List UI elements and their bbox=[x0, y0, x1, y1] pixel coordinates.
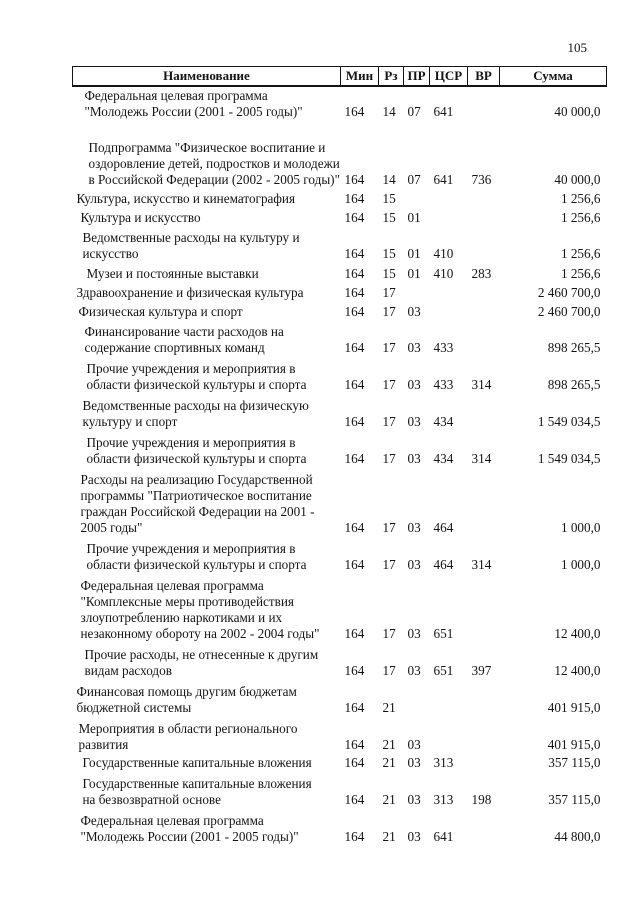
row-pr: 03 bbox=[407, 792, 421, 807]
row-sum: 1 000,0 bbox=[560, 520, 601, 535]
row-rz: 17 bbox=[382, 340, 396, 355]
row-name bbox=[73, 122, 341, 190]
row-sum: 12 400,0 bbox=[554, 663, 601, 678]
header-name: Наименование bbox=[73, 67, 341, 87]
row-name bbox=[73, 432, 341, 469]
row-name-text: Федеральная целевая программа "Комплексные меры противодействия злоупотреблению наркотиками и их незаконному обороту на 2002 - 2004 годы" bbox=[80, 578, 320, 641]
row-name-text: Государственные капитальные вложения на безвозвратной основе bbox=[82, 776, 312, 807]
row-rz: 17 bbox=[382, 414, 396, 429]
row-vr bbox=[468, 322, 500, 358]
table-body bbox=[73, 86, 607, 847]
row-pr: 03 bbox=[407, 451, 421, 466]
row-vr: 314 bbox=[471, 377, 492, 392]
row-vr: 397 bbox=[471, 663, 492, 678]
row-name-text: Физическая культура и спорт bbox=[78, 304, 243, 319]
row-vr bbox=[468, 228, 500, 264]
row-csr bbox=[430, 284, 468, 303]
row-sum: 357 115,0 bbox=[548, 755, 601, 770]
row-vr: 736 bbox=[471, 172, 492, 187]
table-row bbox=[73, 432, 607, 469]
row-csr: 433 bbox=[433, 377, 454, 392]
table-row bbox=[73, 322, 607, 358]
row-name bbox=[73, 264, 341, 284]
row-rz: 17 bbox=[382, 626, 396, 641]
row-min: 164 bbox=[344, 191, 365, 206]
row-name-text: Подпрограмма "Физическое воспитание и оздоровление детей, подростков и молодежи в Российской Федерации (2002 - 2005 годы)" bbox=[88, 140, 340, 187]
row-min: 164 bbox=[344, 737, 365, 752]
row-pr: 03 bbox=[407, 663, 421, 678]
row-name bbox=[73, 303, 341, 322]
row-name-text: Ведомственные расходы на физическую культуру и спорт bbox=[82, 398, 309, 429]
row-rz: 21 bbox=[382, 792, 396, 807]
table-row bbox=[73, 303, 607, 322]
table-row bbox=[73, 209, 607, 228]
row-name bbox=[73, 228, 341, 264]
row-vr bbox=[468, 395, 500, 432]
row-sum: 357 115,0 bbox=[548, 792, 601, 807]
row-name-text: Культура и искусство bbox=[80, 210, 201, 225]
row-name-text: Прочие учреждения и мероприятия в области физической культуры и спорта bbox=[86, 361, 307, 392]
row-min: 164 bbox=[344, 266, 365, 281]
row-rz: 21 bbox=[382, 700, 396, 715]
row-name bbox=[73, 322, 341, 358]
row-vr bbox=[468, 190, 500, 209]
row-vr: 314 bbox=[471, 451, 492, 466]
row-name-text: Финансирование части расходов на содержание спортивных команд bbox=[84, 324, 284, 355]
table-row bbox=[73, 644, 607, 681]
row-pr: 03 bbox=[407, 755, 421, 770]
row-name-text: Музеи и постоянные выставки bbox=[86, 266, 259, 281]
row-rz: 17 bbox=[382, 557, 396, 572]
row-name bbox=[73, 810, 341, 847]
row-csr: 641 bbox=[433, 172, 454, 187]
row-vr bbox=[468, 86, 500, 122]
row-pr: 03 bbox=[407, 626, 421, 641]
row-name-text: Культура, искусство и кинематография bbox=[76, 191, 296, 206]
table-row bbox=[73, 86, 607, 122]
row-min: 164 bbox=[344, 285, 365, 300]
row-csr: 434 bbox=[433, 451, 454, 466]
row-min: 164 bbox=[344, 377, 365, 392]
row-name-text: Финансовая помощь другим бюджетам бюджетной системы bbox=[76, 684, 297, 715]
header-csr: ЦСР bbox=[430, 67, 468, 87]
row-csr bbox=[430, 681, 468, 718]
row-sum: 898 265,5 bbox=[547, 340, 601, 355]
row-rz: 15 bbox=[382, 246, 396, 261]
row-pr: 01 bbox=[407, 266, 421, 281]
row-csr bbox=[430, 190, 468, 209]
row-min: 164 bbox=[344, 520, 365, 535]
row-name bbox=[73, 681, 341, 718]
row-rz: 17 bbox=[382, 304, 396, 319]
row-sum: 1 256,6 bbox=[560, 266, 601, 281]
row-vr bbox=[468, 681, 500, 718]
header-sum: Сумма bbox=[500, 67, 607, 87]
row-min: 164 bbox=[344, 663, 365, 678]
row-pr bbox=[404, 284, 430, 303]
row-pr: 01 bbox=[407, 246, 421, 261]
row-min: 164 bbox=[344, 792, 365, 807]
row-rz: 17 bbox=[382, 285, 396, 300]
row-sum: 40 000,0 bbox=[554, 104, 601, 119]
table-row bbox=[73, 358, 607, 395]
row-sum: 1 256,6 bbox=[560, 210, 601, 225]
row-name bbox=[73, 86, 341, 122]
row-csr: 651 bbox=[433, 626, 454, 641]
row-vr bbox=[468, 284, 500, 303]
row-name bbox=[73, 284, 341, 303]
row-csr bbox=[430, 209, 468, 228]
row-pr: 07 bbox=[407, 104, 421, 119]
header-min: Мин bbox=[341, 67, 379, 87]
row-vr bbox=[468, 469, 500, 538]
row-rz: 17 bbox=[382, 377, 396, 392]
row-pr: 03 bbox=[407, 520, 421, 535]
row-name bbox=[73, 755, 341, 773]
row-pr bbox=[404, 681, 430, 718]
row-min: 164 bbox=[344, 304, 365, 319]
table-row bbox=[73, 681, 607, 718]
row-name bbox=[73, 395, 341, 432]
row-csr: 464 bbox=[433, 557, 454, 572]
row-name-text: Прочие учреждения и мероприятия в области физической культуры и спорта bbox=[86, 541, 307, 572]
row-min: 164 bbox=[344, 626, 365, 641]
budget-table bbox=[72, 66, 607, 847]
row-pr: 03 bbox=[407, 737, 421, 752]
row-name-text: Федеральная целевая программа "Молодежь России (2001 - 2005 годы)" bbox=[80, 813, 299, 844]
row-name-text: Ведомственные расходы на культуру и искусство bbox=[82, 230, 300, 261]
header-pr: ПР bbox=[404, 67, 430, 87]
row-min: 164 bbox=[344, 246, 365, 261]
row-min: 164 bbox=[344, 210, 365, 225]
row-sum: 40 000,0 bbox=[554, 172, 601, 187]
row-pr: 03 bbox=[407, 377, 421, 392]
row-csr: 434 bbox=[433, 414, 454, 429]
row-pr bbox=[404, 190, 430, 209]
row-sum: 1 256,6 bbox=[560, 191, 601, 206]
row-sum: 44 800,0 bbox=[554, 829, 601, 844]
table-row bbox=[73, 755, 607, 773]
row-sum: 1 000,0 bbox=[560, 557, 601, 572]
row-min: 164 bbox=[344, 829, 365, 844]
header-vr: ВР bbox=[468, 67, 500, 87]
row-rz: 14 bbox=[382, 104, 396, 119]
row-rz: 15 bbox=[382, 210, 396, 225]
row-sum: 2 460 700,0 bbox=[537, 285, 601, 300]
row-sum: 401 915,0 bbox=[547, 737, 601, 752]
table-row bbox=[73, 122, 607, 190]
row-rz: 21 bbox=[382, 755, 396, 770]
row-name bbox=[73, 718, 341, 755]
row-sum: 12 400,0 bbox=[554, 626, 601, 641]
row-csr: 313 bbox=[433, 755, 454, 770]
row-csr: 410 bbox=[433, 246, 454, 261]
row-sum: 401 915,0 bbox=[547, 700, 601, 715]
row-sum: 1 549 034,5 bbox=[537, 414, 601, 429]
row-sum: 2 460 700,0 bbox=[537, 304, 601, 319]
row-csr: 313 bbox=[433, 792, 454, 807]
table-row bbox=[73, 538, 607, 575]
row-vr bbox=[468, 209, 500, 228]
row-name-text: Государственные капитальные вложения bbox=[82, 755, 312, 770]
row-vr bbox=[468, 810, 500, 847]
row-csr: 464 bbox=[433, 520, 454, 535]
row-csr bbox=[430, 303, 468, 322]
row-sum: 1 549 034,5 bbox=[537, 451, 601, 466]
row-sum: 1 256,6 bbox=[560, 246, 601, 261]
page-number: 105 bbox=[567, 40, 587, 55]
row-rz: 15 bbox=[382, 266, 396, 281]
row-min: 164 bbox=[344, 104, 365, 119]
row-vr bbox=[468, 303, 500, 322]
row-pr: 03 bbox=[407, 304, 421, 319]
row-min: 164 bbox=[344, 557, 365, 572]
row-csr: 651 bbox=[433, 663, 454, 678]
row-rz: 21 bbox=[382, 829, 396, 844]
row-name-text: Мероприятия в области регионального развития bbox=[78, 721, 298, 752]
table-row bbox=[73, 469, 607, 538]
row-vr bbox=[468, 718, 500, 755]
row-vr bbox=[468, 755, 500, 773]
row-min: 164 bbox=[344, 451, 365, 466]
row-csr: 641 bbox=[433, 104, 454, 119]
row-rz: 17 bbox=[382, 520, 396, 535]
row-rz: 21 bbox=[382, 737, 396, 752]
row-csr bbox=[430, 718, 468, 755]
row-name bbox=[73, 190, 341, 209]
table-header-row bbox=[73, 67, 607, 87]
row-min: 164 bbox=[344, 700, 365, 715]
header-rz: Рз bbox=[379, 67, 404, 87]
table-row bbox=[73, 395, 607, 432]
table-row bbox=[73, 575, 607, 644]
row-name-text: Прочие расходы, не отнесенные к другим видам расходов bbox=[84, 647, 319, 678]
row-name bbox=[73, 644, 341, 681]
row-csr: 433 bbox=[433, 340, 454, 355]
row-vr bbox=[468, 575, 500, 644]
table-row bbox=[73, 810, 607, 847]
row-sum: 898 265,5 bbox=[547, 377, 601, 392]
row-pr: 01 bbox=[407, 210, 421, 225]
row-pr: 03 bbox=[407, 829, 421, 844]
row-name bbox=[73, 209, 341, 228]
row-name bbox=[73, 469, 341, 538]
row-pr: 03 bbox=[407, 557, 421, 572]
row-pr: 03 bbox=[407, 414, 421, 429]
row-name-text: Прочие учреждения и мероприятия в области физической культуры и спорта bbox=[86, 435, 307, 466]
row-name bbox=[73, 773, 341, 810]
row-name bbox=[73, 538, 341, 575]
table-row bbox=[73, 284, 607, 303]
row-csr: 410 bbox=[433, 266, 454, 281]
row-name-text: Федеральная целевая программа "Молодежь России (2001 - 2005 годы)" bbox=[84, 88, 303, 119]
row-vr: 283 bbox=[471, 266, 492, 281]
row-min: 164 bbox=[344, 755, 365, 770]
row-vr: 198 bbox=[471, 792, 492, 807]
row-name bbox=[73, 358, 341, 395]
row-min: 164 bbox=[344, 340, 365, 355]
table-row bbox=[73, 264, 607, 284]
table-row bbox=[73, 718, 607, 755]
row-pr: 03 bbox=[407, 340, 421, 355]
row-rz: 15 bbox=[382, 191, 396, 206]
row-rz: 14 bbox=[382, 172, 396, 187]
row-name-text: Здравоохранение и физическая культура bbox=[76, 285, 304, 300]
table-row bbox=[73, 190, 607, 209]
row-min: 164 bbox=[344, 414, 365, 429]
row-min: 164 bbox=[344, 172, 365, 187]
row-rz: 17 bbox=[382, 451, 396, 466]
row-pr: 07 bbox=[407, 172, 421, 187]
table-row bbox=[73, 228, 607, 264]
table-row bbox=[73, 773, 607, 810]
row-csr: 641 bbox=[433, 829, 454, 844]
row-rz: 17 bbox=[382, 663, 396, 678]
row-name-text: Расходы на реализацию Государственной программы "Патриотическое воспитание граждан Российской Федерации на 2001 - 2005 годы" bbox=[80, 472, 315, 535]
row-name bbox=[73, 575, 341, 644]
row-vr: 314 bbox=[471, 557, 492, 572]
